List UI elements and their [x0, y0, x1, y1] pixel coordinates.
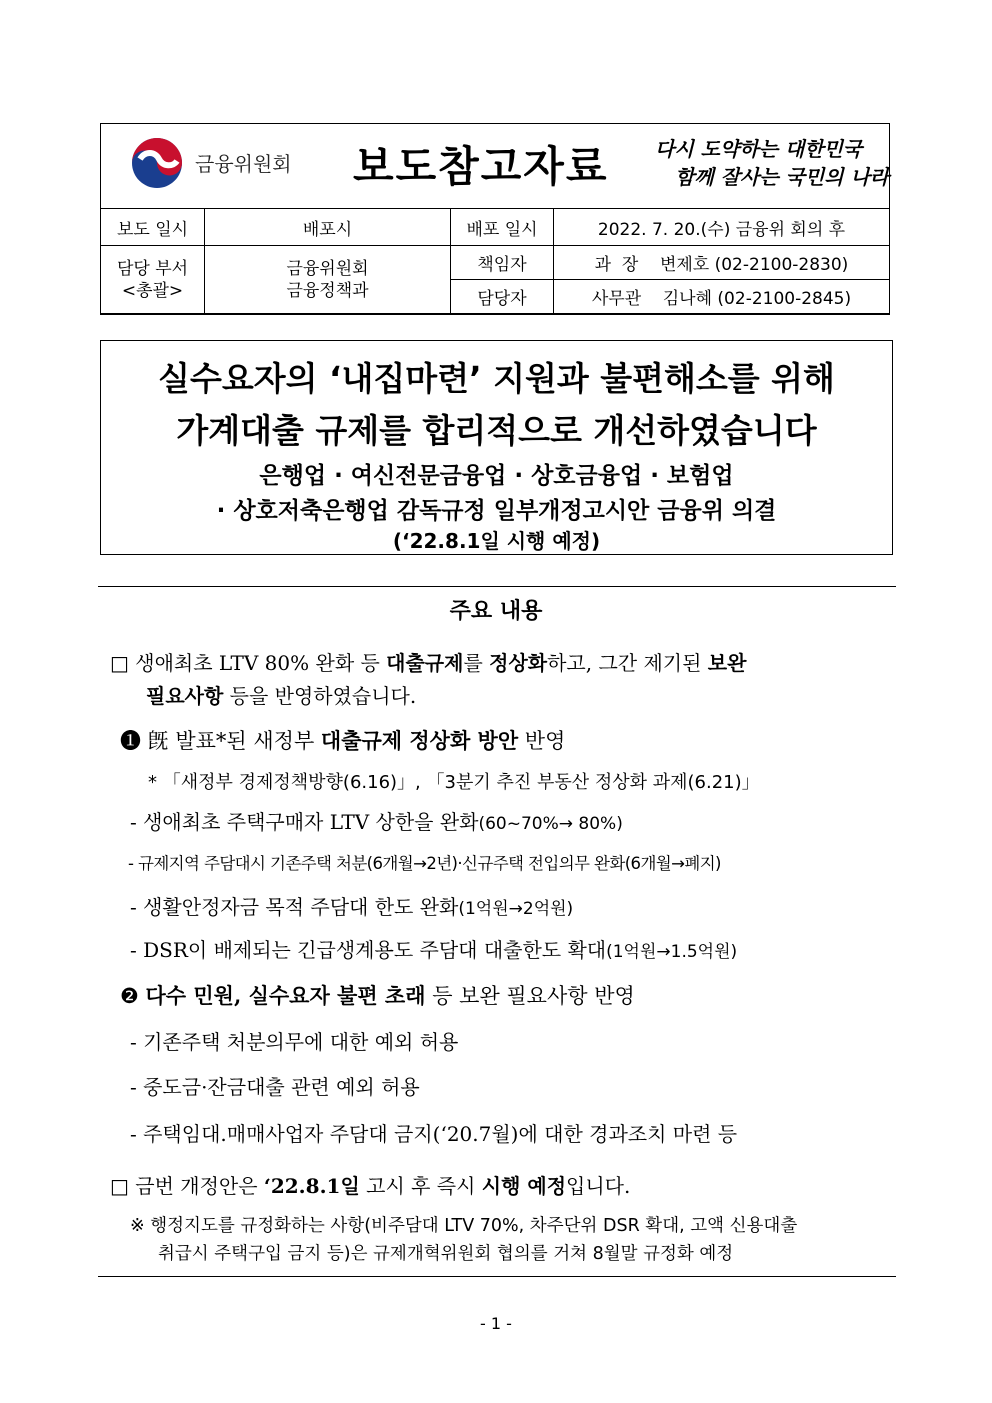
text-run: 보완: [707, 651, 747, 675]
text-run: 입니다.: [566, 1174, 631, 1198]
dept-value-line2: 금융정책과: [286, 280, 369, 301]
text-run: ❷: [120, 984, 146, 1008]
text-run: 다수 민원, 실수요자 불편 초래: [145, 983, 426, 1008]
text-run: 정상화: [489, 651, 548, 675]
staff-value: 사무관 김나혜 (02-2100-2845): [554, 280, 890, 314]
summary-top-divider: [98, 586, 896, 587]
summary-bottom-divider: [98, 1276, 896, 1277]
page-number: - 1 -: [480, 1314, 512, 1333]
summary-note-line-2: 취급시 주택구입 금지 등)은 규제개혁위원회 협의를 거쳐 8월말 규정화 예정: [158, 1244, 734, 1264]
report-date-value: 배포시: [205, 209, 451, 246]
text-run: 하고, 그간 제기된: [547, 651, 708, 675]
headline-box: [100, 340, 893, 555]
slogan-line-2: 함께 잘사는 국민의 나라: [675, 165, 890, 189]
section-1-item-3: [130, 891, 573, 920]
text-run: □ 생애최초 LTV 80% 완화 등: [110, 651, 387, 675]
text-run: 반영: [518, 729, 566, 753]
section-1-item-1: [130, 806, 623, 835]
text-run: 고시 후 즉시: [359, 1174, 482, 1198]
summary-note-line-1: ※ 행정지도를 규정화하는 사항(비주담대 LTV 70%, 차주단위 DSR 확대, 고액 신용대출: [130, 1216, 798, 1236]
text-run: (60~70%→ 80%): [478, 814, 623, 834]
section-1-footnote: * 「새정부 경제정책방향(6.16)」, 「3분기 추진 부동산 정상화 과제(6.21)」: [148, 772, 760, 793]
doc-type-title: 보도참고자료: [353, 142, 609, 191]
fsc-logo: [131, 134, 321, 194]
text-run: - DSR이 배제되는 긴급생계용도 주담대 대출한도 확대: [130, 938, 607, 962]
summary-paragraph-1-line-2: [146, 680, 416, 709]
text-run: - 생활안정자금 목적 주담대 한도 완화: [130, 895, 459, 919]
section-2-heading: [120, 980, 635, 1010]
summary-paragraph-1-line-1: [110, 647, 746, 676]
dist-date-value: 2022. 7. 20.(수) 금융위 회의 후: [554, 209, 890, 246]
slogan-line-1: 다시 도약하는 대한민국: [655, 137, 863, 161]
press-info-table: [100, 208, 890, 314]
org-name: 금융위원회: [195, 152, 292, 176]
subheadline-line-2: · 상호저축은행업 감독규정 일부개정고시안 금융위 의결: [216, 498, 777, 524]
section-2-item-3: - 주택임대.매매사업자 주담대 금지(‘20.7월)에 대한 경과조치 마련 등: [130, 1122, 738, 1146]
dept-value: [205, 246, 451, 314]
dist-date-label: 배포 일시: [451, 209, 554, 246]
text-run: 대출규제: [386, 651, 464, 675]
text-run: □ 금번 개정안은: [110, 1174, 264, 1198]
staff-label: 담당자: [451, 280, 554, 314]
text-run: 등을 반영하였습니다.: [223, 684, 417, 708]
section-2-item-2: - 중도금·잔금대출 관련 예외 허용: [130, 1075, 420, 1099]
summary-heading: 주요 내용: [449, 599, 543, 624]
subheadline-line-3: (‘22.8.1일 시행 예정): [392, 529, 601, 553]
text-run: (1억원→2억원): [458, 899, 574, 919]
headline-line-1: 실수요자의 ‘내집마련’ 지원과 불편해소를 위해: [158, 359, 835, 398]
dept-label-line2: <총괄>: [121, 280, 184, 301]
text-run: ‘22.8.1일: [263, 1174, 360, 1198]
text-run: - 생애최초 주택구매자 LTV 상한을 완화: [130, 810, 479, 834]
dept-label-line1: 담당 부서: [116, 258, 189, 279]
subheadline-line-1: 은행업 · 여신전문금융업 · 상호금융업 · 보험업: [259, 463, 734, 489]
government-slogan: [649, 134, 890, 194]
report-date-label: 보도 일시: [101, 209, 205, 246]
text-run: ❶ 旣 발표*된 새정부: [120, 729, 321, 753]
manager-value: 과 장 변제호 (02-2100-2830): [554, 246, 890, 280]
text-run: (1억원→1.5억원): [606, 942, 738, 962]
dept-label: [101, 246, 205, 314]
section-1-heading: [120, 725, 565, 755]
text-run: 를: [463, 651, 490, 675]
dept-value-line1: 금융위원회: [286, 258, 369, 279]
text-run: 등 보완 필요사항 반영: [425, 984, 635, 1008]
headline-line-2: 가계대출 규제를 합리적으로 개선하였습니다: [176, 411, 817, 450]
text-run: 시행 예정: [481, 1174, 567, 1198]
section-2-item-1: - 기존주택 처분의무에 대한 예외 허용: [130, 1030, 459, 1054]
text-run: 필요사항: [146, 684, 224, 708]
text-run: 대출규제 정상화 방안: [320, 729, 519, 753]
section-1-item-4: [130, 934, 737, 963]
section-1-item-2: - 규제지역 주담대시 기존주택 처분(6개월→2년)·신규주택 전입의무 완화(6개월→폐지): [128, 854, 721, 873]
summary-paragraph-2: [110, 1170, 630, 1199]
taegeuk-logo-icon: [131, 137, 183, 189]
manager-label: 책임자: [451, 246, 554, 280]
